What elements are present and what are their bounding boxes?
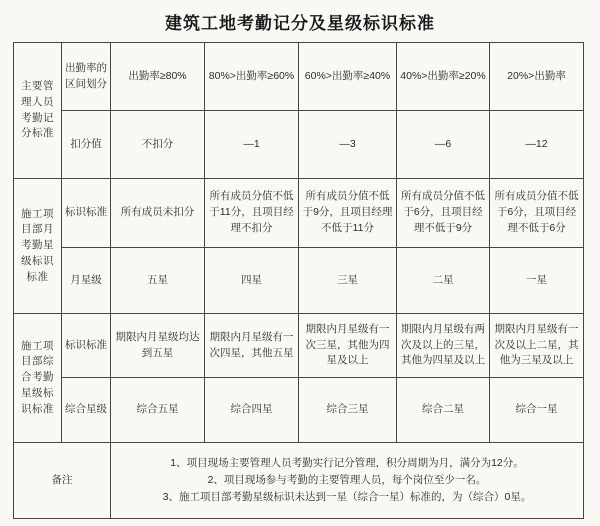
table-row xyxy=(14,378,584,443)
table-cell: 80%>出勤率≥60% xyxy=(205,43,299,111)
table-cell: 不扣分 xyxy=(111,111,205,179)
section-header-scoring: 主要管理人员考勤记分标准 xyxy=(14,43,62,179)
table-row xyxy=(14,248,584,314)
table-cell: 40%>出勤率≥20% xyxy=(397,43,490,111)
row-label-comprehensive-star: 综合星级 xyxy=(62,378,111,443)
table-cell: 所有成员分值不低于9分，且项目经理不低于11分 xyxy=(299,179,397,248)
attendance-standards-table xyxy=(13,42,584,519)
row-label-marking-standard: 标识标准 xyxy=(62,314,111,378)
table-cell: —1 xyxy=(205,111,299,179)
remarks-label: 备注 xyxy=(14,443,111,519)
table-row xyxy=(14,179,584,248)
table-cell: 综合二星 xyxy=(397,378,490,443)
table-cell: 20%>出勤率 xyxy=(490,43,584,111)
table-cell: 所有成员分值不低于6分，且项目经理不低于6分 xyxy=(490,179,584,248)
table-cell: 综合三星 xyxy=(299,378,397,443)
table-cell: —12 xyxy=(490,111,584,179)
table-cell: —3 xyxy=(299,111,397,179)
table-cell: 所有成员分值不低于6分，且项目经理不低于9分 xyxy=(397,179,490,248)
row-label-rate-ranges: 出勤率的区间划分 xyxy=(62,43,111,111)
table-cell: 综合四星 xyxy=(205,378,299,443)
table-cell: 三星 xyxy=(299,248,397,314)
table-cell: 期限内月星级有两次及以上的三星，其他为四星及以上 xyxy=(397,314,490,378)
table-row xyxy=(14,443,584,519)
table-cell: 五星 xyxy=(111,248,205,314)
row-label-month-star: 月星级 xyxy=(62,248,111,314)
table-cell: 四星 xyxy=(205,248,299,314)
table-cell: 期限内月星级均达到五星 xyxy=(111,314,205,378)
section-header-monthly-star: 施工项目部月考勤星级标识标准 xyxy=(14,179,62,314)
remark-line: 1、项目现场主要管理人员考勤实行记分管理，积分周期为月，满分为12分。 xyxy=(170,456,524,469)
table-cell: 期限内月星级有一次四星，其他五星 xyxy=(205,314,299,378)
remarks-content xyxy=(111,443,584,519)
page-title: 建筑工地考勤记分及星级标识标准 xyxy=(165,14,435,33)
table-cell: 综合一星 xyxy=(490,378,584,443)
table-cell: 所有成员分值不低于11分，且项目经理不扣分 xyxy=(205,179,299,248)
table-cell: —6 xyxy=(397,111,490,179)
table-row xyxy=(14,111,584,179)
row-label-marking-standard: 标识标准 xyxy=(62,179,111,248)
table-cell: 60%>出勤率≥40% xyxy=(299,43,397,111)
table-cell: 出勤率≥80% xyxy=(111,43,205,111)
table-cell: 期限内月星级有一次三星，其他为四星及以上 xyxy=(299,314,397,378)
table-cell: 综合五星 xyxy=(111,378,205,443)
remark-line: 3、施工项目部考勤星级标识未达到一星（综合一星）标准的，为（综合）0星。 xyxy=(162,491,532,504)
section-header-comprehensive-star: 施工项目部综合考勤星级标识标准 xyxy=(14,314,62,443)
table-cell: 一星 xyxy=(490,248,584,314)
table-cell: 所有成员未扣分 xyxy=(111,179,205,248)
row-label-deduction: 扣分值 xyxy=(62,111,111,179)
table-cell: 二星 xyxy=(397,248,490,314)
remark-line: 2、项目现场参与考勤的主要管理人员，每个岗位至少一名。 xyxy=(207,473,487,486)
table-cell: 期限内月星级有一次及以上二星，其他为三星及以上 xyxy=(490,314,584,378)
table-row xyxy=(14,314,584,378)
table-row xyxy=(14,43,584,111)
